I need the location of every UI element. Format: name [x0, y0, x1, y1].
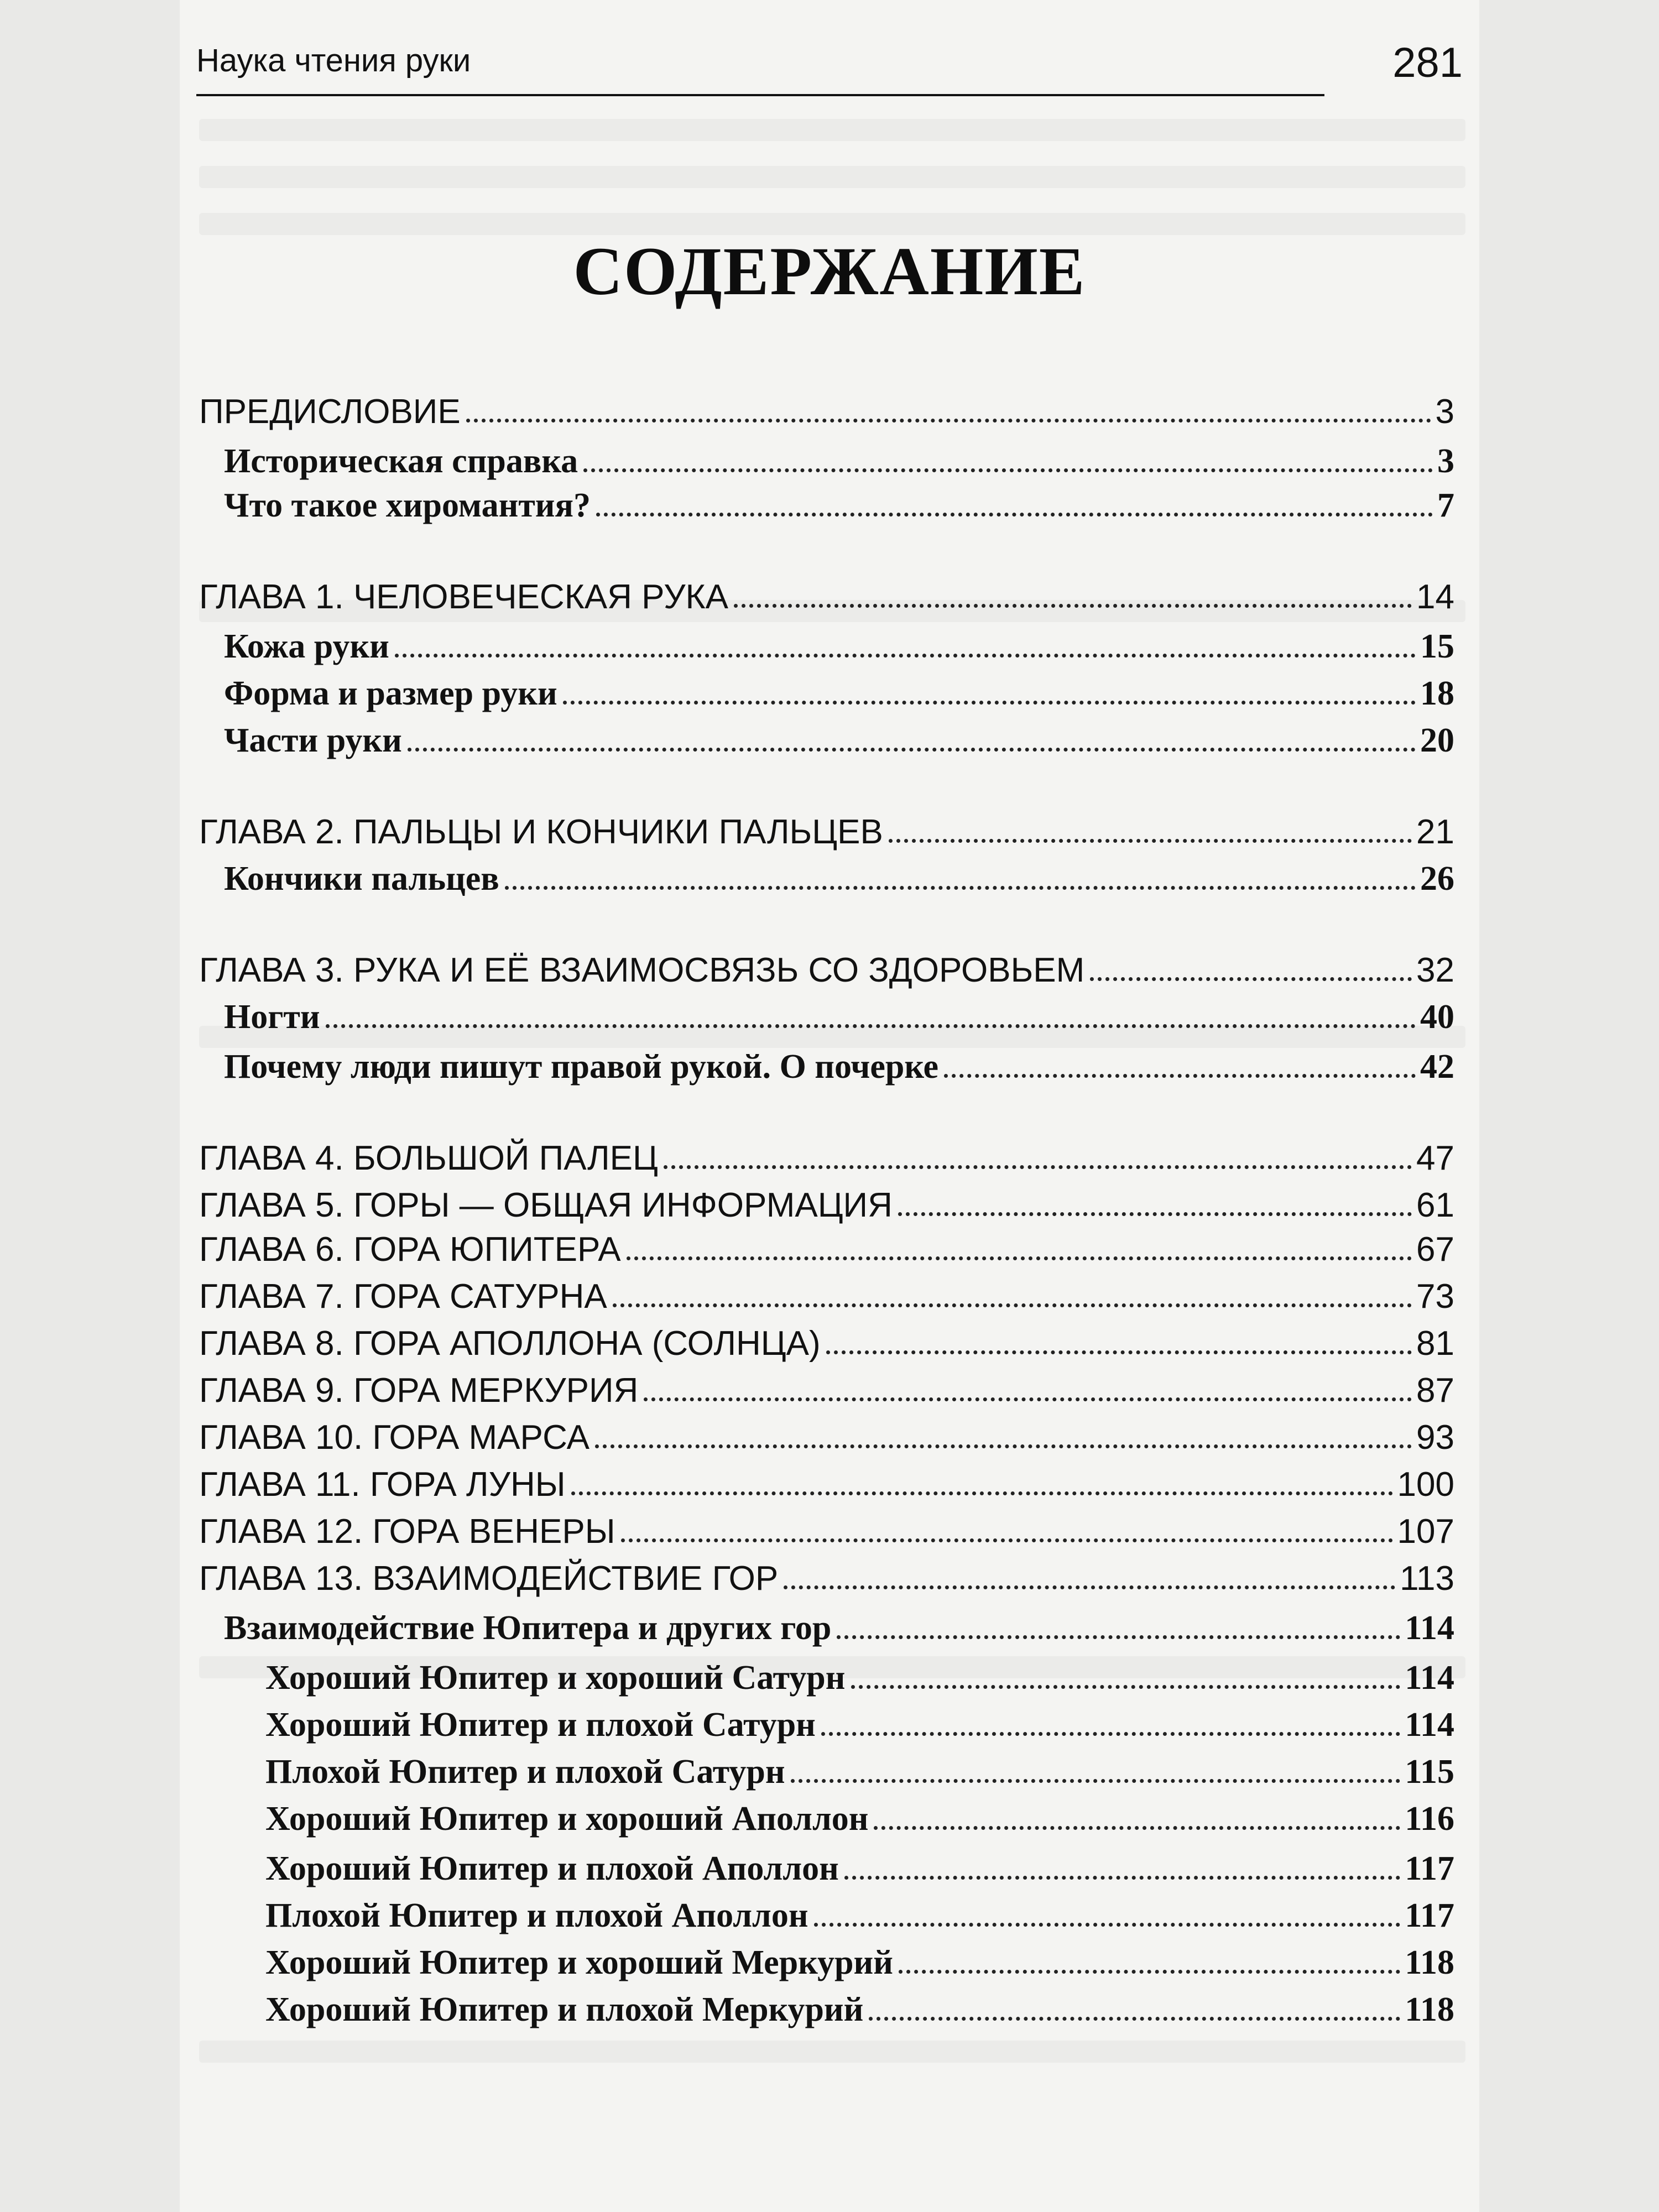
toc-entry-page: 20	[1420, 722, 1454, 759]
toc-entry	[199, 1181, 1454, 1225]
dot-leader	[898, 1212, 1412, 1216]
toc-entry	[224, 854, 1454, 899]
dot-leader	[621, 1538, 1393, 1542]
toc-entry	[199, 946, 1454, 990]
toc-entry-page: 118	[1405, 1944, 1454, 1981]
dot-leader	[408, 748, 1416, 752]
toc-entry-label: ГЛАВА 1. ЧЕЛОВЕЧЕСКАЯ РУКА	[199, 578, 729, 616]
dot-leader	[505, 886, 1416, 890]
toc-entry-page: 114	[1405, 1706, 1454, 1744]
toc-entry-page: 42	[1420, 1048, 1454, 1086]
toc-entry-label: Что такое хиромантия?	[224, 487, 591, 524]
toc-entry-label: Хороший Юпитер и плохой Меркурий	[265, 1991, 864, 2028]
toc-entry	[199, 1413, 1454, 1457]
toc-entry-page: 107	[1397, 1512, 1454, 1551]
toc-entry-label: Плохой Юпитер и плохой Аполлон	[265, 1897, 808, 1934]
toc-entry	[199, 1134, 1454, 1178]
toc-entry-label: ГЛАВА 3. РУКА И ЕЁ ВЗАИМОСВЯЗЬ СО ЗДОРОВЬЕМ	[199, 951, 1085, 989]
toc-entry-page: 47	[1416, 1139, 1454, 1177]
toc-entry	[224, 716, 1454, 760]
toc-entry-label: ГЛАВА 10. ГОРА МАРСА	[199, 1418, 589, 1457]
toc-entry	[224, 1604, 1454, 1648]
dot-leader	[571, 1491, 1393, 1495]
toc-entry-label: Хороший Юпитер и хороший Сатурн	[265, 1659, 846, 1697]
toc-entry	[224, 437, 1454, 481]
toc-entry-page: 115	[1405, 1753, 1454, 1791]
dot-leader	[596, 513, 1433, 517]
toc-entry	[199, 1507, 1454, 1551]
dot-leader	[889, 839, 1412, 843]
toc-entry-page: 14	[1416, 578, 1454, 616]
dot-leader	[844, 1876, 1401, 1880]
dot-leader	[734, 604, 1412, 608]
dot-leader	[563, 701, 1416, 705]
toc-entry-label: ПРЕДИСЛОВИЕ	[199, 393, 461, 431]
running-title: Наука чтения руки	[196, 43, 471, 79]
dot-leader	[1090, 977, 1412, 981]
toc-entry-label: ГЛАВА 9. ГОРА МЕРКУРИЯ	[199, 1371, 639, 1410]
dot-leader	[784, 1585, 1395, 1589]
toc-entry-label: ГЛАВА 2. ПАЛЬЦЫ И КОНЧИКИ ПАЛЬЦЕВ	[199, 813, 883, 851]
dot-leader	[627, 1256, 1412, 1260]
dot-leader	[595, 1444, 1412, 1448]
dot-leader	[644, 1397, 1412, 1401]
toc-entry-page: 61	[1416, 1186, 1454, 1224]
toc-entry-page: 114	[1405, 1609, 1454, 1647]
dot-leader	[821, 1732, 1401, 1736]
toc-entry-page: 73	[1416, 1277, 1454, 1316]
toc-entry	[199, 1366, 1454, 1410]
toc-entry-label: Почему люди пишут правой рукой. О почерке	[224, 1048, 939, 1086]
toc-entry-page: 40	[1420, 998, 1454, 1036]
toc-entry	[224, 669, 1454, 713]
toc-entry	[199, 1225, 1454, 1269]
toc-entry-page: 117	[1405, 1897, 1454, 1934]
toc-entry	[265, 1985, 1454, 2030]
toc-entry-page: 26	[1420, 860, 1454, 898]
toc-entry-label: Ногти	[224, 998, 320, 1036]
toc-entry-label: Хороший Юпитер и хороший Меркурий	[265, 1944, 893, 1981]
dot-leader	[869, 2017, 1400, 2021]
toc-entry-page: 117	[1405, 1850, 1454, 1887]
toc-entry	[199, 1319, 1454, 1363]
toc-entry-label: ГЛАВА 7. ГОРА САТУРНА	[199, 1277, 607, 1316]
dot-leader	[664, 1165, 1412, 1169]
toc-entry-page: 93	[1416, 1418, 1454, 1457]
toc-entry	[199, 387, 1454, 431]
dot-leader	[826, 1350, 1412, 1354]
toc-entry	[224, 622, 1454, 666]
toc-entry-page: 21	[1416, 813, 1454, 851]
toc-entry	[265, 1938, 1454, 1983]
toc-entry-label: ГЛАВА 4. БОЛЬШОЙ ПАЛЕЦ	[199, 1139, 658, 1177]
toc-entry	[265, 1794, 1454, 1839]
toc-entry	[224, 1042, 1454, 1087]
dot-leader	[899, 1970, 1400, 1974]
toc-entry-label: ГЛАВА 11. ГОРА ЛУНЫ	[199, 1465, 566, 1504]
dot-leader	[814, 1923, 1401, 1927]
dot-leader	[944, 1074, 1416, 1078]
dot-leader	[326, 1024, 1416, 1028]
toc-entry	[199, 1272, 1454, 1316]
toc-entry-page: 100	[1397, 1465, 1454, 1504]
toc-entry-label: Историческая справка	[224, 442, 578, 480]
toc-entry-label: ГЛАВА 5. ГОРЫ — ОБЩАЯ ИНФОРМАЦИЯ	[199, 1186, 893, 1224]
toc-entry-page: 113	[1400, 1559, 1454, 1598]
toc-entry-page: 118	[1405, 1991, 1454, 2028]
toc-entry	[265, 1747, 1454, 1792]
toc-entry-page: 15	[1420, 628, 1454, 665]
dot-leader	[395, 654, 1416, 658]
toc-entry-label: Части руки	[224, 722, 402, 759]
toc-entry-page: 87	[1416, 1371, 1454, 1410]
toc-entry-page: 67	[1416, 1230, 1454, 1269]
toc-entry	[265, 1700, 1454, 1745]
toc-entry-label: Кончики пальцев	[224, 860, 499, 898]
toc-entry-label: Форма и размер руки	[224, 675, 557, 712]
toc-entry-page: 32	[1416, 951, 1454, 989]
toc-entry-page: 7	[1437, 487, 1454, 524]
toc-entry-label: ГЛАВА 6. ГОРА ЮПИТЕРА	[199, 1230, 621, 1269]
toc-entry-page: 18	[1420, 675, 1454, 712]
toc-entry	[199, 807, 1454, 852]
toc-entry	[199, 572, 1454, 617]
toc-entry-label: Кожа руки	[224, 628, 389, 665]
toc-title: СОДЕРЖАНИЕ	[573, 233, 1086, 309]
toc-entry	[224, 481, 1454, 525]
toc-entry	[199, 1554, 1454, 1598]
toc-entry-page: 3	[1437, 442, 1454, 480]
dot-leader	[613, 1303, 1412, 1307]
toc-entry-label: Хороший Юпитер и плохой Аполлон	[265, 1850, 839, 1887]
toc-entry	[265, 1653, 1454, 1698]
toc-entry-label: Плохой Юпитер и плохой Сатурн	[265, 1753, 785, 1791]
dot-leader	[837, 1635, 1400, 1639]
toc-entry-page: 114	[1405, 1659, 1454, 1697]
dot-leader	[851, 1685, 1401, 1689]
toc-entry-page: 3	[1435, 393, 1454, 431]
dot-leader	[583, 468, 1433, 472]
toc-entry	[199, 1460, 1454, 1504]
toc-entry-label: Взаимодействие Юпитера и других гор	[224, 1609, 832, 1647]
toc-entry	[265, 1844, 1454, 1888]
dot-leader	[791, 1779, 1401, 1783]
toc-entry-label: Хороший Юпитер и плохой Сатурн	[265, 1706, 816, 1744]
toc-entry	[224, 993, 1454, 1037]
toc-entry-label: ГЛАВА 8. ГОРА АПОЛЛОНА (СОЛНЦА)	[199, 1324, 821, 1363]
toc-entry-label: Хороший Юпитер и хороший Аполлон	[265, 1800, 869, 1838]
toc-entry	[265, 1891, 1454, 1936]
toc-entry-label: ГЛАВА 12. ГОРА ВЕНЕРЫ	[199, 1512, 615, 1551]
dot-leader	[874, 1826, 1400, 1830]
page-number: 281	[1392, 39, 1463, 86]
toc-entry-page: 81	[1416, 1324, 1454, 1363]
dot-leader	[466, 419, 1431, 422]
toc-entry-page: 116	[1405, 1800, 1454, 1838]
toc-entry-label: ГЛАВА 13. ВЗАИМОДЕЙСТВИЕ ГОР	[199, 1559, 779, 1598]
